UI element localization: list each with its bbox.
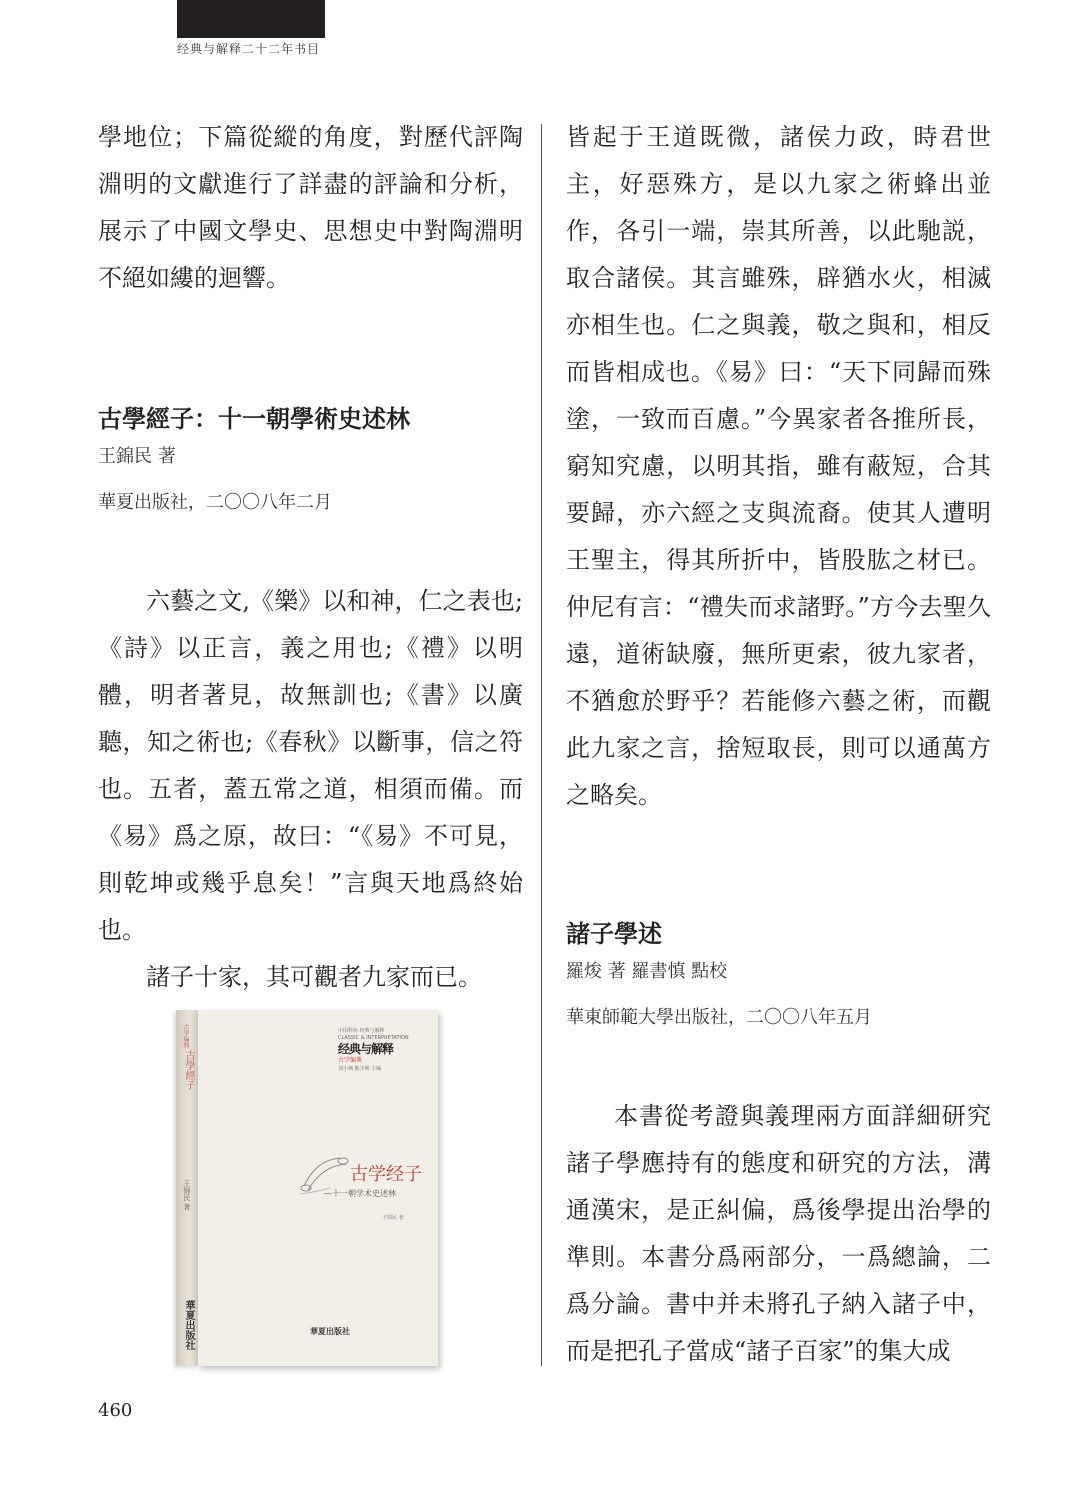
spine-author: 王锦民 著 — [183, 1180, 191, 1211]
cover-title: 古学经子 — [350, 1164, 422, 1185]
entry-author: 羅焌 著 羅書慎 點校 — [566, 961, 728, 982]
entry-title: 古學經子：十一朝學術史述林 — [98, 404, 410, 433]
book-front-cover — [198, 1010, 438, 1366]
series-editors: 刘小枫 陈少明 主编 — [338, 1066, 382, 1072]
right-column — [566, 114, 991, 1375]
entry-description-2: 諸子十家，其可觀者九家而已。 — [146, 963, 482, 991]
book-spine — [176, 1010, 198, 1366]
entry-description: 本書從考證與義理兩方面詳細研究諸子學應持有的態度和研究的方法，溝通漢宋，是正糾偏，爲後學提出治學的準則。本書分爲兩部分，一爲總論，二爲分論。書中并未將孔子納入諸子中，而是把孔子當成“諸子百家”的集大成 — [566, 1102, 991, 1365]
series-line-1: 中国科协 经典与解释 — [338, 1028, 385, 1034]
running-head: 经典与解释二十二年书目 — [177, 42, 321, 56]
entry-publication: 華東師範大學出版社，二〇〇八年五月 — [566, 1007, 872, 1028]
cover-subtitle: —十一朝学术史述林 — [324, 1189, 396, 1198]
header-bar — [177, 0, 325, 38]
spine-series: 古学编典 — [182, 1024, 189, 1048]
column-divider — [541, 124, 542, 1366]
page-number: 460 — [98, 1400, 133, 1421]
entry-publication: 華夏出版社，二〇〇八年二月 — [98, 492, 332, 513]
series-block — [338, 1028, 433, 1073]
entry-author: 王錦民 著 — [98, 446, 176, 467]
cover-author: 王锦民 著 — [382, 1215, 404, 1221]
left-column — [98, 114, 523, 1001]
spine-publisher: 華夏出版社 — [183, 1300, 194, 1350]
entry-title: 諸子學述 — [566, 919, 662, 948]
series-line-2: CLASSIC & INTERPRETATION — [338, 1035, 409, 1041]
book-cover-image — [176, 1010, 438, 1366]
series-sub: 古学编典 — [338, 1057, 363, 1064]
spine-title: 古學經子 — [183, 1050, 194, 1090]
cover-publisher: 華夏出版社 — [310, 1326, 350, 1336]
right-top-paragraph: 皆起于王道既微，諸侯力政，時君世主，好惡殊方，是以九家之術蜂出並作，各引一端，崇其所善，以此馳説，取合諸侯。其言雖殊，辟猶水火，相滅亦相生也。仁之與義，敬之與和，相反而皆相成也。《易》曰：“天下同歸而殊塗，一致而百慮。”今異家者各推所長，窮知究慮，以明其指，雖有蔽短，合其要歸，亦六經之支與流裔。使其人遭明王聖主，得其所折中，皆股肱之材已。仲尼有言：“禮失而求諸野。”方今去聖久遠，道術缺廢，無所更索，彼九家者，不猶愈於野乎？若能修六藝之術，而觀此九家之言，捨短取長，則可以通萬方之略矣。 — [566, 123, 991, 809]
series-logo: 经典与解释 — [338, 1042, 394, 1056]
left-top-paragraph: 學地位；下篇從縱的角度，對歷代評陶淵明的文獻進行了詳盡的評論和分析，展示了中國文學史、思想史中對陶淵明不絕如縷的迴響。 — [98, 123, 523, 292]
entry-description-1: 六藝之文,《樂》以和神，仁之表也;《詩》以正言，義之用也;《禮》以明體，明者著見，故無訓也;《書》以廣聽，知之術也;《春秋》以斷事，信之符也。五者，蓋五常之道，相須而備。而《易》爲之原，故曰：“《易》不可見，則乾坤或幾乎息矣！”言與天地爲終始也。 — [98, 587, 523, 944]
